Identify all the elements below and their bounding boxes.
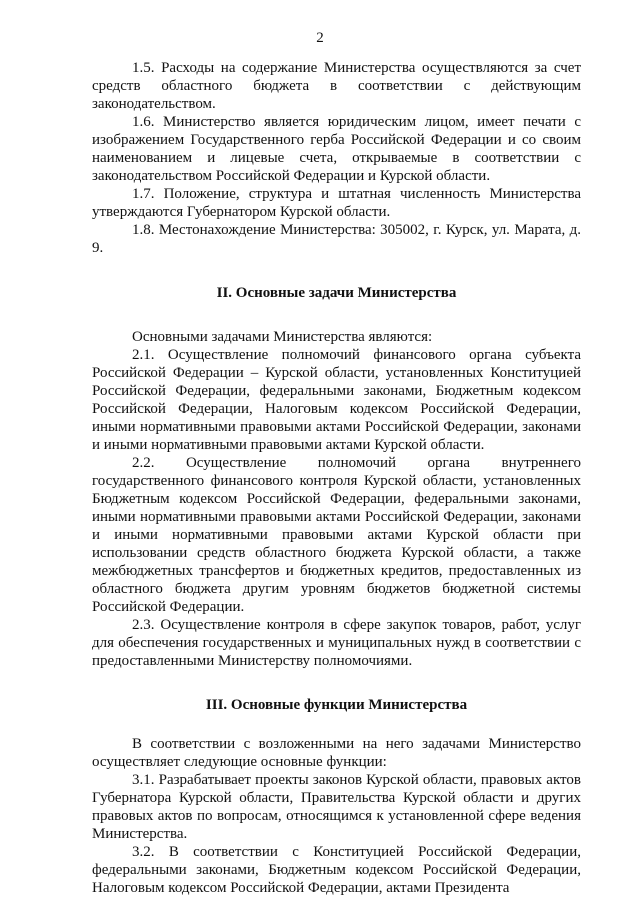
document-body (92, 59, 581, 897)
section-2-heading: II. Основные задачи Министерства (216, 285, 457, 301)
section-3-intro: В соответствии с возложенными на него задачами Министерство осуществляет следующие основные функции: (92, 736, 581, 770)
section-2-intro: Основными задачами Министерства являются: (132, 329, 433, 345)
paragraph-3-1: 3.1. Разрабатывает проекты законов Курской области, правовых актов Губернатора Курской области, Правительства Курской области и других правовых актов по вопросам, относящимся к установленной сфере ведения Министерства. (92, 772, 581, 842)
paragraph-2-1: 2.1. Осуществление полномочий финансового органа субъекта Российской Федерации – Курской области, установленных Конституцией Российской Федерации, федеральными законами, Бюджетным кодексом Российской Федерации, Налоговым кодексом Российской Федерации, иными нормативными правовыми актами Российской Федерации, законами и иными нормативными правовыми актами Курской области. (92, 347, 581, 453)
paragraph-2-2: 2.2. Осуществление полномочий органа внутреннего государственного финансового контроля Курской области, установленных Бюджетным кодексом Российской Федерации, федеральными законами, иными нормативными правовыми актами Российской Федерации, законами и иными нормативными правовыми актами Курской области при использовании средств областного бюджета Курской области, а также межбюджетных трансфертов и бюджетных кредитов, предоставленных из областного бюджета другим уровням бюджетов бюджетной системы Российской Федерации. (92, 455, 581, 615)
paragraph-2-3: 2.3. Осуществление контроля в сфере закупок товаров, работ, услуг для обеспечения государственных и муниципальных нужд в соответствии с предоставленными Министерству полномочиями. (92, 617, 581, 669)
section-3-heading: III. Основные функции Министерства (205, 697, 468, 713)
paragraph-1-8: 1.8. Местонахождение Министерства: 305002, г. Курск, ул. Марата, д. 9. (92, 222, 581, 256)
paragraph-3-2: 3.2. В соответствии с Конституцией Российской Федерации, федеральными законами, Бюджетным кодексом Российской Федерации, Налоговым кодексом Российской Федерации, актами Президента (92, 844, 581, 896)
paragraph-1-5: 1.5. Расходы на содержание Министерства осуществляются за счет средств областного бюджета в соответствии с действующим законодательством. (92, 60, 581, 112)
page-number: 2 (316, 30, 324, 46)
paragraph-1-7: 1.7. Положение, структура и штатная численность Министерства утверждаются Губернатором Курской области. (92, 186, 581, 220)
paragraph-1-6: 1.6. Министерство является юридическим лицом, имеет печати с изображением Государственного герба Российской Федерации и со своим наименованием и лицевые счета, открываемые в соответствии с законодательством Российской Федерации и Курской области. (92, 114, 581, 184)
